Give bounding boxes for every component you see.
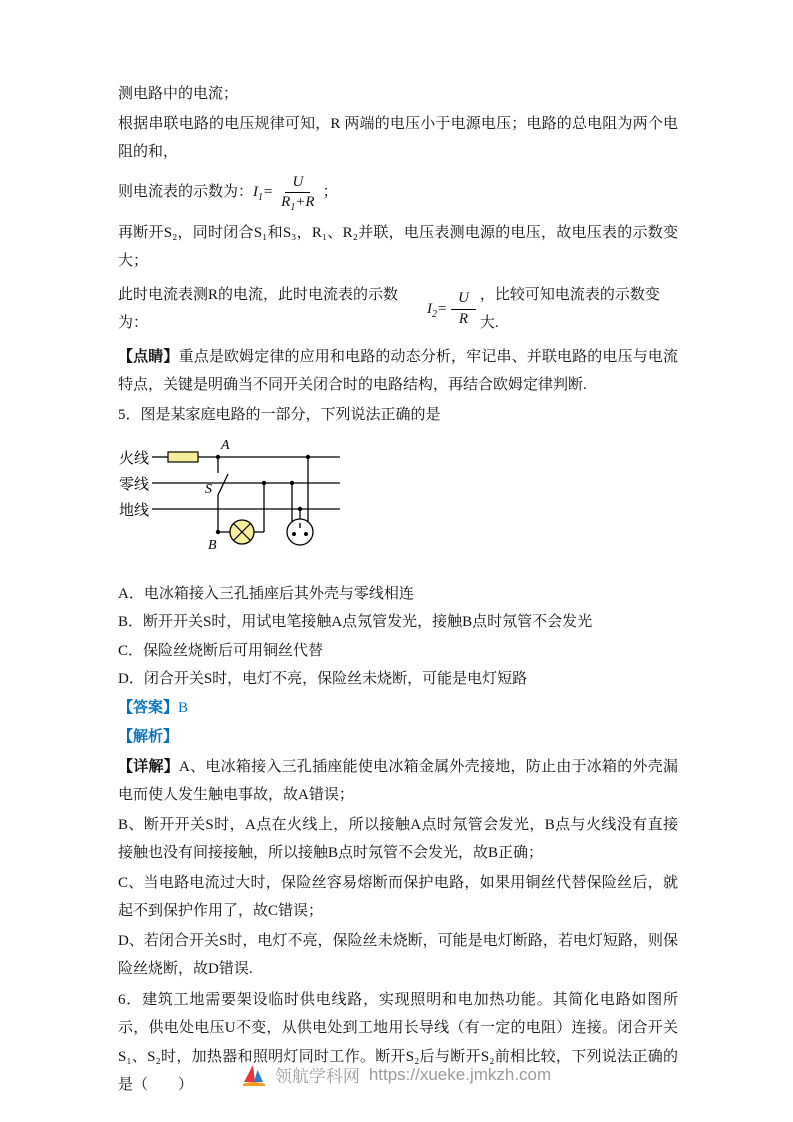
option-a: A．电冰箱接入三孔插座后其外壳与零线相连: [118, 585, 414, 602]
dianjing-label: 【点睛】: [118, 348, 179, 365]
site-url: https://xueke.jmkzh.com: [368, 1064, 552, 1084]
point-b-label: B: [208, 538, 217, 553]
xiangjie-label: 【详解】: [118, 758, 180, 775]
detail-d-paragraph: D、若闭合开关S时，电灯不亮，保险丝未烧断，可能是电灯断路，若电灯短路，则保险丝烧断，故D错误.: [118, 932, 678, 977]
option-c: C．保险丝烧断后可用铜丝代替: [118, 642, 324, 659]
socket-symbol: [287, 519, 313, 545]
watermark-footer: [0, 1062, 793, 1087]
formula-1-equals: =: [263, 184, 274, 201]
option-b: B．断开开关S时，用试电笔接触A点氖管发光，接触B点时氖管不会发光: [118, 614, 593, 630]
formula-2-prefix: 此时电流表测R的电流，此时电流表的示数为：: [118, 286, 399, 331]
answer-line: [118, 694, 678, 723]
answer-label: 【答案】: [118, 699, 179, 716]
fuse-symbol: [168, 452, 198, 462]
dianjing-note: [118, 343, 678, 400]
explanation-line-1: 测电路中的电流；: [118, 86, 239, 102]
question-6-stem: 6．建筑工地需要架设临时供电线路，实现照明和电加热功能。其简化电路如图所示，供电处电压U不变，从供电处到工地用长导线（有一定的电阻）连接。闭合开关S₁、S₂时，加热器和照明灯同时工作。断开S₂后与断开S₂前相比较，下列说法正确的是（ ）: [118, 991, 678, 1093]
site-name: 领航学科网: [274, 1067, 360, 1086]
question-5-stem: 5．图是某家庭电路的一部分，下列说法正确的是: [118, 406, 441, 423]
neutral-wire-label: 零线: [119, 477, 150, 493]
document-body: [118, 80, 678, 1101]
detail-a-paragraph: [118, 753, 678, 810]
formula-line-1: [118, 172, 678, 214]
formula-1-prefix: 则电流表的示数为：: [118, 184, 254, 201]
switch-blade: [218, 474, 228, 495]
jiexi-line: [118, 723, 678, 752]
explanation-line-3: 再断开S₂，同时闭合S₁和S₃，R₁、R₂并联，电压表测电源的电压，故电压表的示数变大；: [118, 224, 678, 269]
explanation-line-2: 根据串联电路的电压规律可知，R 两端的电压小于电源电压；电路的总电阻为两个电阻的和，: [118, 115, 678, 160]
formula-1-fraction: $\frac{U}{R_1+R}$: [281, 173, 315, 213]
circuit-figure: [118, 437, 678, 570]
formula-2-fraction: $\frac{U}{R}$: [451, 290, 476, 328]
formula-1-lhs: $I_1$: [253, 184, 264, 204]
answer-value: B: [178, 699, 189, 716]
point-a-label: A: [221, 438, 230, 453]
formula-1-suffix: ；: [322, 184, 338, 201]
formula-2-equals: =: [436, 300, 448, 317]
site-logo-icon: [242, 1063, 266, 1087]
ground-wire-label: 地线: [119, 503, 150, 519]
live-wire-label: 火线: [119, 451, 150, 467]
detail-b-paragraph: B、断开开关S时，A点在火线上，所以接触A点时氖管会发光，B点与火线没有直接接触也没有间接接触，所以接触B点时氖管不会发光，故B正确；: [118, 816, 678, 861]
jiexi-label: 【解析】: [118, 729, 179, 745]
detail-a-text: A、电冰箱接入三孔插座能使电冰箱金属外壳接地，防止由于冰箱的外壳漏电而使人发生触电事故，故A错误；: [118, 758, 678, 803]
formula-2-suffix: ，比较可知电流表的示数变大.: [479, 286, 660, 331]
household-circuit-diagram: [118, 437, 358, 559]
detail-c-paragraph: C、当电路电流过大时，保险丝容易熔断而保护电路，如果用铜丝代替保险丝后，就起不到保护作用了，故C错误；: [118, 874, 678, 919]
switch-label: S: [205, 482, 212, 497]
option-d: D．闭合开关S时，电灯不亮，保险丝未烧断，可能是电灯短路: [118, 671, 528, 687]
formula-2-lhs: $I_2$: [426, 300, 437, 320]
formula-line-2: [118, 281, 678, 338]
dianjing-text: 重点是欧姆定律的应用和电路的动态分析，牢记串、并联电路的电压与电流特点，关键是明确当不同开关闭合时的电路结构，再结合欧姆定律判断.: [118, 348, 678, 393]
